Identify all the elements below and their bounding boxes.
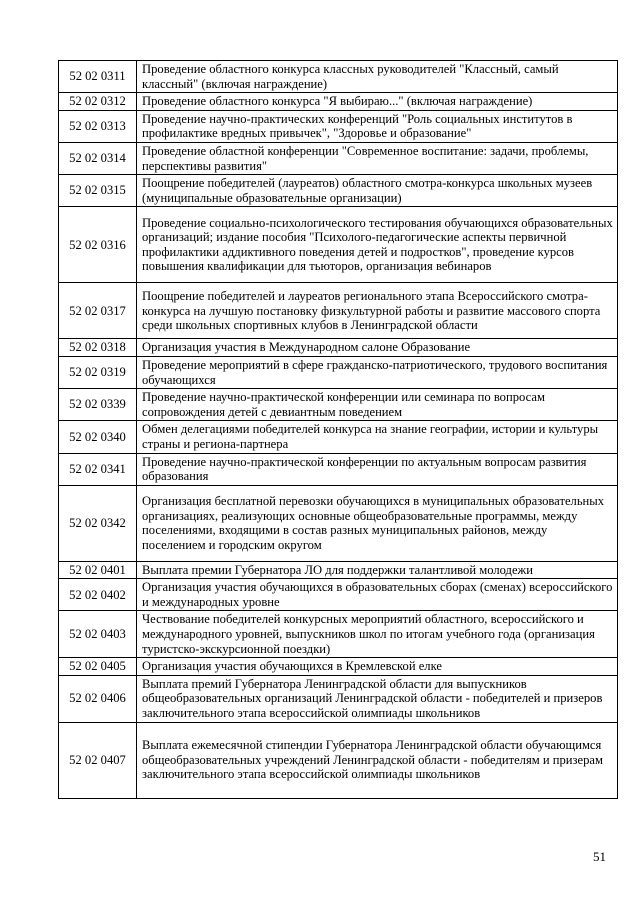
row-description: Обмен делегациями победителей конкурса на знание географии, истории и культуры страны и региона-партнера (137, 421, 618, 453)
table-row (59, 356, 618, 388)
row-code: 52 02 0315 (59, 175, 137, 207)
row-code: 52 02 0313 (59, 110, 137, 142)
row-code: 52 02 0319 (59, 356, 137, 388)
row-description: Проведение областного конкурса "Я выбираю..." (включая награждение) (137, 93, 618, 111)
table-row (59, 175, 618, 207)
row-description: Выплата премии Губернатора ЛО для поддержки талантливой молодежи (137, 561, 618, 579)
table-row (59, 61, 618, 93)
row-description: Проведение областной конференции "Современное воспитание: задачи, проблемы, перспективы развития" (137, 142, 618, 174)
row-code: 52 02 0402 (59, 579, 137, 611)
row-code: 52 02 0314 (59, 142, 137, 174)
row-code: 52 02 0403 (59, 611, 137, 658)
row-description: Выплата ежемесячной стипендии Губернатора Ленинградской области обучающимся общеобразовательных учреждений Ленинградской области - победителям и призерам заключительного этапа всероссийской олимпиады школьников (137, 722, 618, 798)
table-row (59, 675, 618, 722)
table-body (59, 61, 618, 799)
page-number: 51 (593, 849, 606, 864)
row-description: Организация бесплатной перевозки обучающихся в муниципальных образовательных организациях, реализующих основные общеобразовательные программы, между поселениями, входящими в состав разных муниципальных районов, между поселением и городским округом (137, 485, 618, 561)
table-row (59, 421, 618, 453)
budget-code-table (58, 60, 618, 799)
row-code: 52 02 0339 (59, 389, 137, 421)
table-row (59, 283, 618, 339)
row-description: Проведение областного конкурса классных руководителей "Классный, самый классный" (включая награждение) (137, 61, 618, 93)
row-description: Проведение мероприятий в сфере гражданско-патриотического, трудового воспитания обучающихся (137, 356, 618, 388)
row-description: Проведение социально-психологического тестирования обучающихся образовательных организаций; издание пособия "Психолого-педагогические аспекты первичной профилактики аддиктивного поведения детей и подростков", проведение курсов повышения квалификации для тьюторов, организация вебинаров (137, 207, 618, 283)
table-row (59, 93, 618, 111)
table-row (59, 110, 618, 142)
row-code: 52 02 0317 (59, 283, 137, 339)
table-row (59, 658, 618, 676)
row-description: Организация участия обучающихся в образовательных сборах (сменах) всероссийского и международных уровне (137, 579, 618, 611)
table-row (59, 579, 618, 611)
row-description: Организация участия в Международном салоне Образование (137, 339, 618, 357)
row-code: 52 02 0342 (59, 485, 137, 561)
table-row (59, 339, 618, 357)
row-code: 52 02 0312 (59, 93, 137, 111)
table-row (59, 485, 618, 561)
row-code: 52 02 0316 (59, 207, 137, 283)
row-code: 52 02 0405 (59, 658, 137, 676)
row-code: 52 02 0341 (59, 453, 137, 485)
table-row (59, 142, 618, 174)
row-description: Проведение научно-практических конференций "Роль социальных институтов в профилактике вредных привычек", "Здоровье и образование" (137, 110, 618, 142)
table-row (59, 389, 618, 421)
row-description: Проведение научно-практической конференции по актуальным вопросам развития образования (137, 453, 618, 485)
row-code: 52 02 0401 (59, 561, 137, 579)
table-row (59, 722, 618, 798)
row-code: 52 02 0406 (59, 675, 137, 722)
row-description: Чествование победителей конкурсных мероприятий областного, всероссийского и международного уровней, выпускников школ по итогам учебного года (организация туристско-экскурсионной поездки) (137, 611, 618, 658)
row-code: 52 02 0318 (59, 339, 137, 357)
table-row (59, 207, 618, 283)
row-code: 52 02 0407 (59, 722, 137, 798)
row-description: Проведение научно-практической конференции или семинара по вопросам сопровождения детей с девиантным поведением (137, 389, 618, 421)
table-row (59, 453, 618, 485)
row-description: Организация участия обучающихся в Кремлевской елке (137, 658, 618, 676)
row-description: Поощрение победителей (лауреатов) областного смотра-конкурса школьных музеев (муниципальные образовательные организации) (137, 175, 618, 207)
row-description: Выплата премий Губернатора Ленинградской области для выпускников общеобразовательных организаций Ленинградской области - победителей и призеров заключительного этапа всероссийской олимпиады школьников (137, 675, 618, 722)
table-row (59, 561, 618, 579)
row-code: 52 02 0311 (59, 61, 137, 93)
row-code: 52 02 0340 (59, 421, 137, 453)
table-row (59, 611, 618, 658)
row-description: Поощрение победителей и лауреатов регионального этапа Всероссийского смотра-конкурса на лучшую постановку физкультурной работы и развитие массового спорта среди школьных спортивных клубов в Ленинградской области (137, 283, 618, 339)
